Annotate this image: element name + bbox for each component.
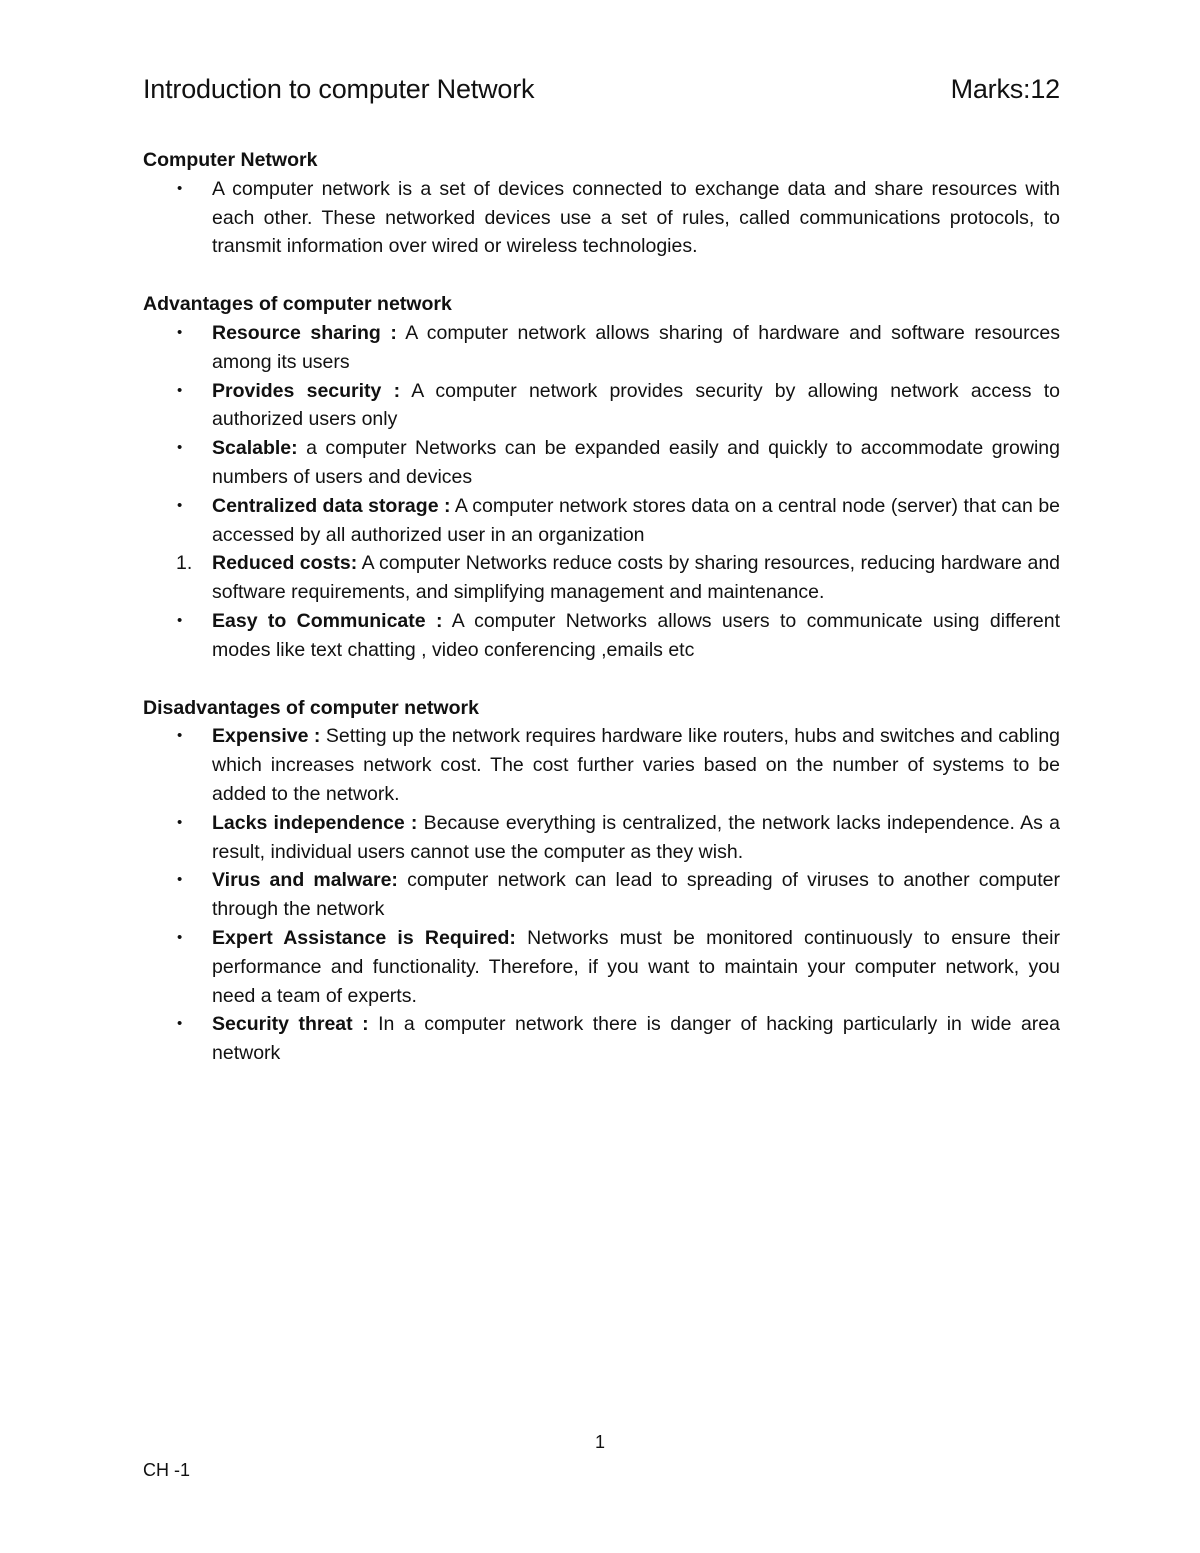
document-title: Introduction to computer Network [143,74,535,104]
section-title-disadvantages: Disadvantages of computer network [143,696,479,719]
list-item [143,377,1060,435]
list-item-term: Centralized data storage : [212,494,451,517]
list-item-text: Setting up the network requires hardware like routers, hubs and switches and cabling which increases network cost. The cost further varies based on the number of systems to be added to the network. [212,725,1061,805]
list-item-text: computer network can lead to spreading of viruses to another computer through the network [212,869,1060,921]
list-item [143,319,1060,377]
list-item-text: A computer Networks allows users to communicate using different modes like text chatting , video conferencing ,emails etc [212,609,1060,661]
list-item-text: In a computer network there is danger of hacking particularly in wide area network [212,1013,1060,1065]
list-item-text: Because everything is centralized, the network lacks independence. As a result, individual users cannot use the computer as they wish. [212,811,1060,863]
list-item-term: Expert Assistance is Required: [212,926,516,949]
list-item-term: Reduced costs: [212,552,358,575]
list-item-text: A computer network provides security by allowing network access to authorized users only [212,379,1060,431]
advantages-list [143,319,1060,665]
bullet-marker: • [177,179,183,197]
list-item [143,924,1060,1010]
document-header [143,74,1060,110]
computer-network-list [143,175,1060,261]
bullet-marker: • [177,813,183,831]
list-item-term: Lacks independence : [212,811,418,834]
document-body [143,146,1060,1068]
list-item-text: A computer Networks reduce costs by sharing resources, reducing hardware and software requirements, and simplifying management and maintenance. [212,552,1061,604]
list-item-term: Provides security : [212,379,401,402]
bullet-marker: • [177,727,183,745]
bullet-marker: • [177,1015,183,1033]
list-item [143,434,1060,492]
list-item-term: Easy to Communicate : [212,609,443,632]
list-item-term: Security threat : [212,1013,369,1036]
list-item-text: A computer network is a set of devices connected to exchange data and share resources with each other. These networked devices use a set of rules, called communications protocols, to transmit information over wired or wireless technologies. [212,177,1060,258]
disadvantages-list [143,722,1060,1068]
list-item-term: Scalable: [212,437,298,460]
list-item [143,722,1060,808]
list-item [143,1010,1060,1068]
list-item-text: A computer network stores data on a central node (server) that can be accessed by all authorized user in an organization [212,494,1061,546]
list-item-text: Networks must be monitored continuously to ensure their performance and functionality. Therefore, if you want to maintain your computer network, you need a team of experts. [212,926,1060,1007]
bullet-marker: • [177,323,183,341]
list-item [143,866,1060,924]
bullet-marker: • [177,611,183,629]
section-title-advantages: Advantages of computer network [143,293,452,316]
list-item [143,809,1060,867]
list-item-term: Resource sharing : [212,321,397,344]
chapter-footer: CH -1 [143,1460,191,1480]
list-item-text: A computer network allows sharing of hardware and software resources among its users [212,321,1060,373]
list-item-text: a computer Networks can be expanded easily and quickly to accommodate growing numbers of users and devices [212,437,1060,488]
list-item [143,175,1060,261]
list-item [143,549,1060,607]
list-item-term: Expensive : [212,725,321,748]
bullet-marker: • [177,928,183,946]
page-number: 1 [594,1432,605,1452]
bullet-marker: • [177,439,183,457]
bullet-marker: • [177,496,183,514]
section-title-computer-network: Computer Network [143,149,318,171]
list-item [143,607,1060,665]
bullet-marker: • [177,381,183,399]
marks-label: Marks:12 [950,74,1060,104]
list-item [143,492,1060,550]
number-marker: 1. [176,552,193,575]
bullet-marker: • [177,871,183,889]
list-item-term: Virus and malware: [212,869,398,892]
